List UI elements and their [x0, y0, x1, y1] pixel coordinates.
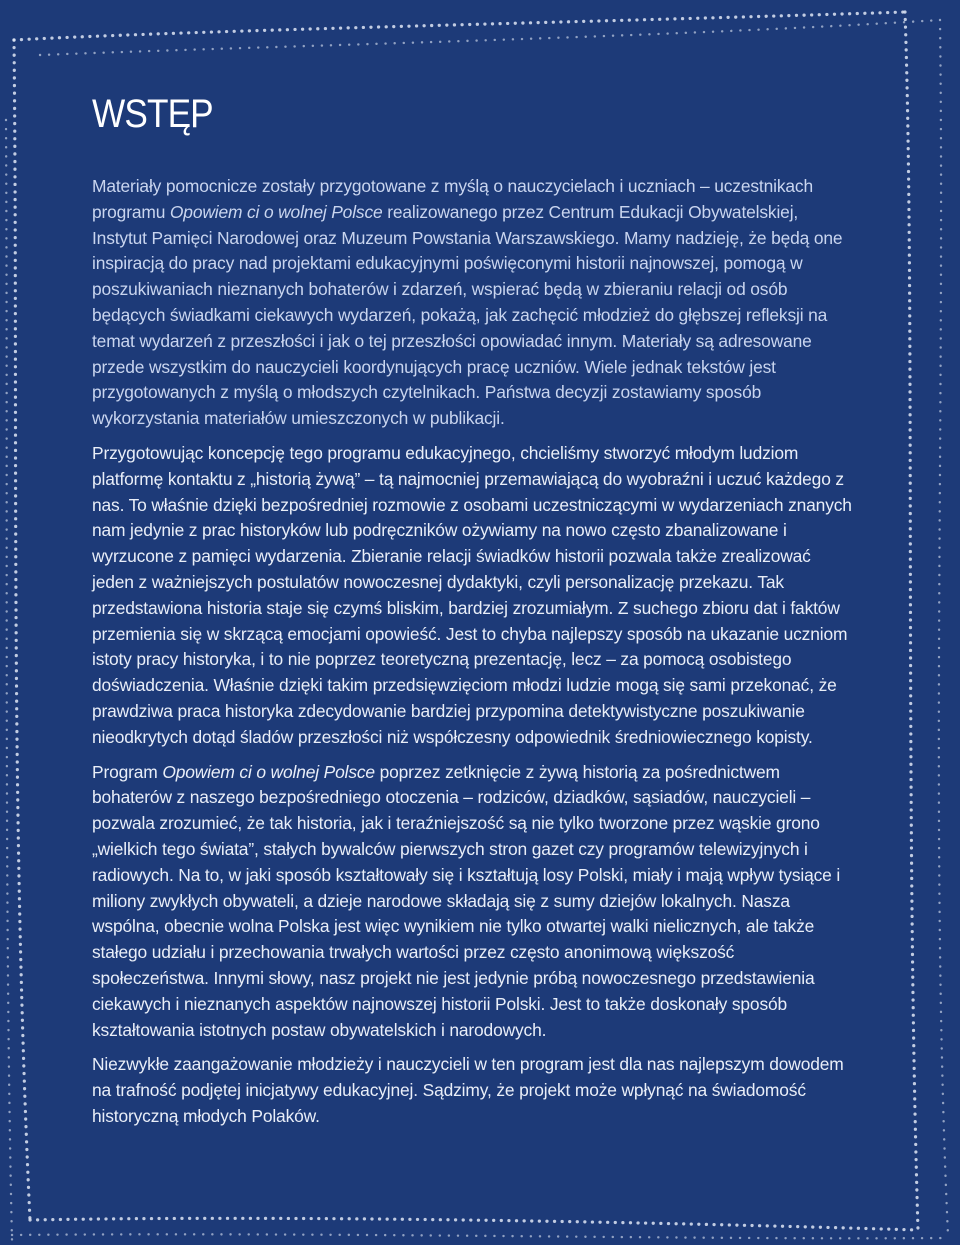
program-name-italic: Opowiem ci o wolnej Polsce	[162, 761, 375, 782]
program-name-italic: Opowiem ci o wolnej Polsce	[169, 201, 383, 222]
document-page	[92, 90, 852, 1139]
intro-paragraph-2: Przygotowując koncepcję tego programu edukacyjnego, chcieliśmy stworzyć młodym ludziom platformę kontaktu z „historią żywą” – tą najmocniej przemawiającą do wyobraźni i uczuć każdego z nas. To właśnie dzięki bezpośredniej rozmowie z osobami uczestniczącymi w wydarzeniach znanych nam jedynie z prac historyków lub podręczników ożywiamy na nowo często zbanalizowane i wyrzucone z pamięci wydarzenia. Zbieranie relacji świadków historii pozwala także zrealizować jeden z ważniejszych postulatów nowoczesnej dydaktyki, czyli personalizację przekazu. Tak przedstawiona historia staje się czymś bliskim, bardziej zrozumiałym. Z suchego zbioru dat i faktów przemienia się w skrzącą emocjami opowieść. Jest to chyba najlepszy sposób na ukazanie uczniom istoty pracy historyka, i to nie poprzez teoretyczną prezentację, lecz – za pomocą osobistego doświadczenia. Właśnie dzięki takim przedsięwzięciom młodzi ludzie mogą się sami przekonać, że prawdziwa praca historyka zdecydowanie bardziej przypomina detektywistyczne poszukiwanie nieodkrytych dotąd śladów przeszłości niż współczesny odpowiednik średniowiecznego kopisty.	[92, 442, 852, 747]
intro-paragraph-3	[92, 760, 852, 1044]
intro-paragraph-1	[92, 174, 852, 432]
paragraph-text: Materiały pomocnicze zostały przygotowane z myślą o nauczycielach i uczniach – uczestnikach programu	[92, 176, 813, 222]
intro-paragraph-4: Niezwykłe zaangażowanie młodzieży i nauczycieli w ten program jest dla nas najlepszym dowodem na trafność podjętej inicjatywy edukacyjnej. Sądzimy, że projekt może wpłynąć na świadomość historyczną młodych Polaków.	[92, 1054, 844, 1126]
page-title: WSTĘP	[92, 92, 213, 136]
paragraph-text: realizowanego przez Centrum Edukacji Obywatelskiej, Instytut Pamięci Narodowej oraz Muzeum Powstania Warszawskiego. Mamy nadzieję, że będą one inspiracją do pracy nad projektami edukacyjnymi poświęconymi historii najnowszej, pomogą w poszukiwaniach nieznanych bohaterów i zdarzeń, wspierać będą w zbieraniu relacji od osób będących świadkami ciekawych wydarzeń, pokażą, jak zachęcić młodzież do głębszej refleksji na temat wydarzeń z przeszłości i jak o tej przeszłości opowiadać innym. Materiały są adresowane przede wszystkim do nauczycieli koordynujących pracę uczniów. Wiele jednak tekstów jest przygotowanych z myślą o młodszych czytelnikach. Państwa decyzji zostawiamy sposób wykorzystania materiałów umieszczonych w publikacji.	[92, 201, 843, 429]
paragraph-text: poprzez zetknięcie z żywą historią za pośrednictwem bohaterów z naszego bezpośredniego otoczenia – rodziców, dziadków, sąsiadów, nauczycieli – pozwala zrozumieć, że tak historia, jak i teraźniejszość są nie tylko tworzone przez wąskie grono „wielkich tego świata”, stałych bywalców pierwszych stron gazet czy programów telewizyjnych i radiowych. Na to, w jaki sposób kształtowały się i kształtują losy Polski, miały i mają wpływ tysiące i miliony zwykłych obywateli, a dzieje narodowe składają się z sumy dziejów lokalnych. Nasza wspólna, obecnie wolna Polska jest więc wynikiem nie tylko otwartej walki nielicznych, ale także stałego udziału i przechowania trwałych wartości przez często anonimową większość społeczeństwa. Innymi słowy, nasz projekt nie jest jedynie próbą nowoczesnego przedstawienia ciekawych i nieznanych aspektów najnowszej historii Polski. Jest to także doskonały sposób kształtowania istotnych postaw obywatelskich i narodowych.	[92, 761, 841, 1040]
paragraph-text: Program	[92, 761, 163, 782]
